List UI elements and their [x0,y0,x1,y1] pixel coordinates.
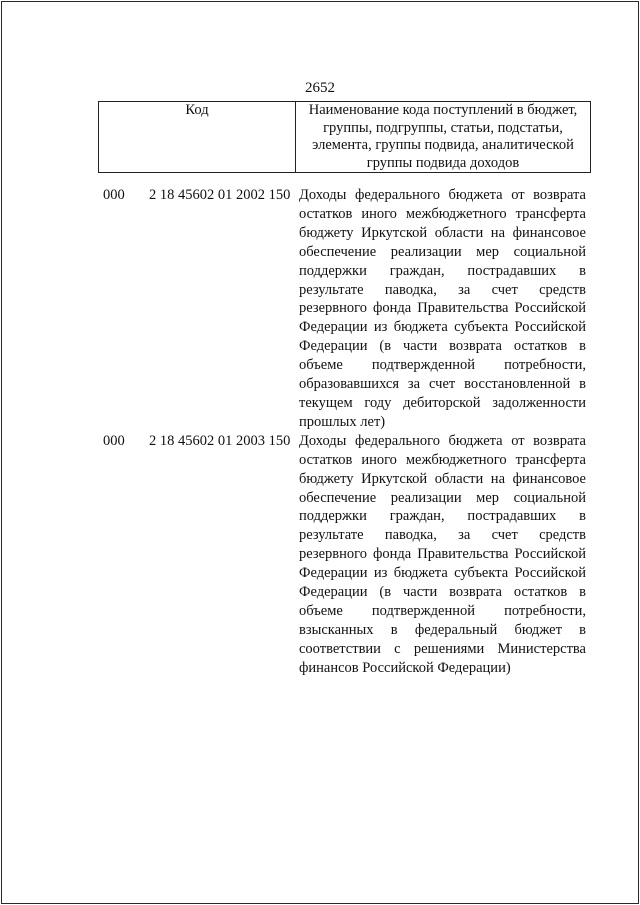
header-row [99,102,591,173]
code-row [98,186,591,432]
row-code-cell [98,186,294,432]
header-code-label: Код [99,102,296,173]
admin-code: 000 [103,187,125,203]
code-row [98,432,591,678]
code-list [98,186,591,678]
page-number: 2652 [305,80,335,96]
row-description: Доходы федерального бюджета от возврата остатков иного межбюджетного трансферта бюджету Иркутской области на финансовое обеспечение реализации мер социальной поддержки граждан, пострадавших в результате паводка, за счет средств резервного фонда Правительства Российской Федерации из бюджета субъекта Российской Федерации (в части возврата остатков в объеме подтвержденной потребности, взысканных в федеральный бюджет в соответствии с решениями Министерства финансов Российской Федерации) [299,432,586,676]
admin-code: 000 [103,432,125,449]
kbk-code: 2 18 45602 01 2002 150 [149,187,291,203]
row-description: Доходы федерального бюджета от возврата остатков иного межбюджетного трансферта бюджету Иркутской области на финансовое обеспечение реализации мер социальной поддержки граждан, пострадавших в результате паводка, за счет средств резервного фонда Правительства Российской Федерации из бюджета субъекта Российской Федерации (в части возврата остатков в объеме подтвержденной потребности, образовавшихся за счет восстановленной в текущем году дебиторской задолженности прошлых лет) [299,187,586,430]
header-table [98,101,591,173]
row-code-cell [98,432,294,678]
kbk-code: 2 18 45602 01 2003 150 [149,432,291,449]
header-name-label: Наименование кода поступлений в бюджет, группы, подгруппы, статьи, подстатьи, элемента, группы подвида, аналитической группы подвида доходов [296,102,591,173]
